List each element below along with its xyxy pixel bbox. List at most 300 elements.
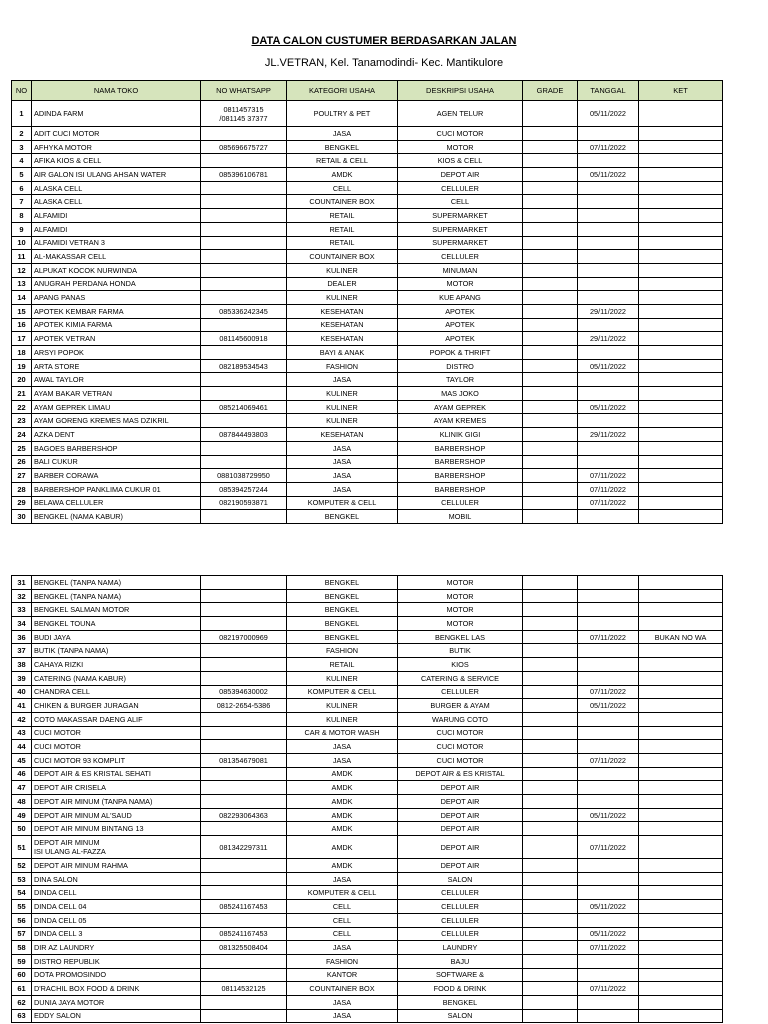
cell-no: 48	[12, 795, 32, 809]
table-row	[12, 808, 723, 822]
cell-no: 37	[12, 644, 32, 658]
cell-no: 44	[12, 740, 32, 754]
cell-kategori-usaha: JASA	[287, 127, 398, 141]
cell-ket	[639, 359, 723, 373]
cell-tanggal: 07/11/2022	[578, 941, 639, 955]
table-row	[12, 968, 723, 982]
cell-tanggal: 07/11/2022	[578, 836, 639, 859]
cell-kategori-usaha: JASA	[287, 469, 398, 483]
cell-deskripsi-usaha: SALON	[398, 1009, 523, 1023]
table-row	[12, 359, 723, 373]
cell-grade	[523, 291, 578, 305]
cell-ket	[639, 277, 723, 291]
cell-no-whatsapp	[201, 859, 287, 873]
cell-grade	[523, 346, 578, 360]
cell-no: 42	[12, 712, 32, 726]
cell-ket	[639, 836, 723, 859]
cell-ket	[639, 808, 723, 822]
cell-kategori-usaha: AMDK	[287, 859, 398, 873]
cell-nama-toko: AYAM GORENG KREMES MAS DZIKRIL	[32, 414, 201, 428]
cell-grade	[523, 304, 578, 318]
cell-ket	[639, 414, 723, 428]
cell-ket	[639, 400, 723, 414]
cell-no: 29	[12, 496, 32, 510]
cell-ket	[639, 332, 723, 346]
cell-deskripsi-usaha: BENGKEL LAS	[398, 630, 523, 644]
table-row	[12, 913, 723, 927]
cell-deskripsi-usaha: BENGKEL	[398, 995, 523, 1009]
cell-kategori-usaha: KESEHATAN	[287, 318, 398, 332]
cell-grade	[523, 617, 578, 631]
cell-nama-toko: DINA SALON	[32, 872, 201, 886]
cell-grade	[523, 968, 578, 982]
table-row	[12, 836, 723, 859]
cell-tanggal	[578, 291, 639, 305]
cell-ket	[639, 576, 723, 590]
cell-deskripsi-usaha: BUTIK	[398, 644, 523, 658]
table-row	[12, 617, 723, 631]
cell-nama-toko: APOTEK KIMIA FARMA	[32, 318, 201, 332]
cell-kategori-usaha: KOMPUTER & CELL	[287, 886, 398, 900]
cell-deskripsi-usaha: SUPERMARKET	[398, 222, 523, 236]
cell-grade	[523, 414, 578, 428]
cell-no-whatsapp	[201, 740, 287, 754]
cell-grade	[523, 441, 578, 455]
cell-kategori-usaha: KESEHATAN	[287, 332, 398, 346]
cell-tanggal	[578, 954, 639, 968]
cell-ket	[639, 496, 723, 510]
cell-ket	[639, 927, 723, 941]
cell-tanggal	[578, 154, 639, 168]
cell-tanggal	[578, 1009, 639, 1023]
cell-ket	[639, 753, 723, 767]
table-row	[12, 576, 723, 590]
table-row	[12, 603, 723, 617]
cell-kategori-usaha: FASHION	[287, 359, 398, 373]
cell-ket	[639, 589, 723, 603]
cell-nama-toko: BALI CUKUR	[32, 455, 201, 469]
cell-tanggal: 29/11/2022	[578, 332, 639, 346]
cell-tanggal	[578, 913, 639, 927]
header-ket: KET	[639, 81, 723, 101]
table-row	[12, 168, 723, 182]
table-row	[12, 740, 723, 754]
cell-nama-toko: CHIKEN & BURGER JURAGAN	[32, 699, 201, 713]
cell-ket	[639, 181, 723, 195]
cell-no-whatsapp	[201, 658, 287, 672]
table-row	[12, 373, 723, 387]
cell-grade	[523, 154, 578, 168]
cell-deskripsi-usaha: KIOS & CELL	[398, 154, 523, 168]
cell-ket	[639, 872, 723, 886]
cell-no: 46	[12, 767, 32, 781]
cell-no-whatsapp	[201, 263, 287, 277]
table-row	[12, 400, 723, 414]
cell-deskripsi-usaha: CUCI MOTOR	[398, 740, 523, 754]
cell-ket	[639, 168, 723, 182]
cell-deskripsi-usaha: CELLULER	[398, 927, 523, 941]
cell-tanggal: 05/11/2022	[578, 900, 639, 914]
cell-no: 52	[12, 859, 32, 873]
cell-no: 58	[12, 941, 32, 955]
cell-kategori-usaha: KOMPUTER & CELL	[287, 496, 398, 510]
cell-tanggal	[578, 822, 639, 836]
cell-tanggal	[578, 222, 639, 236]
cell-nama-toko: ADIT CUCI MOTOR	[32, 127, 201, 141]
cell-deskripsi-usaha: SUPERMARKET	[398, 209, 523, 223]
cell-grade	[523, 263, 578, 277]
cell-deskripsi-usaha: APOTEK	[398, 332, 523, 346]
table-row	[12, 263, 723, 277]
table-row	[12, 589, 723, 603]
cell-nama-toko: CUCI MOTOR	[32, 740, 201, 754]
cell-grade	[523, 181, 578, 195]
cell-no-whatsapp	[201, 195, 287, 209]
header-kategori-usaha: KATEGORI USAHA	[287, 81, 398, 101]
cell-grade	[523, 900, 578, 914]
cell-deskripsi-usaha: MOTOR	[398, 576, 523, 590]
table-row	[12, 767, 723, 781]
cell-nama-toko: DINDA CELL 3	[32, 927, 201, 941]
cell-no-whatsapp: 085214069461	[201, 400, 287, 414]
cell-grade	[523, 387, 578, 401]
cell-tanggal: 07/11/2022	[578, 496, 639, 510]
cell-ket	[639, 968, 723, 982]
header-nama-toko: NAMA TOKO	[32, 81, 201, 101]
customer-table-page-2	[11, 575, 723, 1023]
cell-tanggal: 29/11/2022	[578, 428, 639, 442]
cell-no: 12	[12, 263, 32, 277]
cell-nama-toko: DEPOT AIR & ES KRISTAL SEHATI	[32, 767, 201, 781]
cell-nama-toko: AZKA DENT	[32, 428, 201, 442]
cell-deskripsi-usaha: KIOS	[398, 658, 523, 672]
cell-no: 54	[12, 886, 32, 900]
cell-deskripsi-usaha: DEPOT AIR	[398, 822, 523, 836]
cell-deskripsi-usaha: MOBIL	[398, 510, 523, 524]
cell-ket	[639, 795, 723, 809]
cell-no-whatsapp	[201, 277, 287, 291]
cell-grade	[523, 872, 578, 886]
cell-no: 50	[12, 822, 32, 836]
cell-no-whatsapp	[201, 576, 287, 590]
cell-kategori-usaha: KULINER	[287, 414, 398, 428]
cell-deskripsi-usaha: CUCI MOTOR	[398, 127, 523, 141]
cell-tanggal	[578, 209, 639, 223]
cell-grade	[523, 222, 578, 236]
cell-grade	[523, 685, 578, 699]
table-row	[12, 630, 723, 644]
cell-ket	[639, 726, 723, 740]
cell-ket	[639, 982, 723, 996]
cell-grade	[523, 168, 578, 182]
cell-ket	[639, 250, 723, 264]
cell-no-whatsapp	[201, 250, 287, 264]
cell-kategori-usaha: COUNTAINER BOX	[287, 250, 398, 264]
cell-grade	[523, 469, 578, 483]
cell-nama-toko: ALFAMIDI	[32, 209, 201, 223]
cell-no: 10	[12, 236, 32, 250]
cell-grade	[523, 332, 578, 346]
cell-no-whatsapp: 082189534543	[201, 359, 287, 373]
table-row	[12, 101, 723, 127]
cell-no-whatsapp	[201, 671, 287, 685]
cell-tanggal	[578, 455, 639, 469]
cell-kategori-usaha: AMDK	[287, 767, 398, 781]
cell-deskripsi-usaha: SOFTWARE &	[398, 968, 523, 982]
cell-no: 53	[12, 872, 32, 886]
cell-nama-toko: DIR AZ LAUNDRY	[32, 941, 201, 955]
cell-no-whatsapp	[201, 414, 287, 428]
cell-kategori-usaha: COUNTAINER BOX	[287, 195, 398, 209]
cell-nama-toko: BUTIK (TANPA NAMA)	[32, 644, 201, 658]
cell-kategori-usaha: BENGKEL	[287, 617, 398, 631]
cell-ket	[639, 140, 723, 154]
table-row	[12, 414, 723, 428]
cell-deskripsi-usaha: AGEN TELUR	[398, 101, 523, 127]
cell-no-whatsapp	[201, 236, 287, 250]
cell-grade	[523, 400, 578, 414]
cell-grade	[523, 250, 578, 264]
cell-ket	[639, 995, 723, 1009]
cell-no: 33	[12, 603, 32, 617]
cell-deskripsi-usaha: MAS JOKO	[398, 387, 523, 401]
cell-tanggal	[578, 441, 639, 455]
cell-no: 36	[12, 630, 32, 644]
cell-grade	[523, 941, 578, 955]
cell-no: 59	[12, 954, 32, 968]
cell-kategori-usaha: KULINER	[287, 387, 398, 401]
cell-no: 21	[12, 387, 32, 401]
cell-kategori-usaha: JASA	[287, 995, 398, 1009]
cell-deskripsi-usaha: BARBERSHOP	[398, 469, 523, 483]
cell-no-whatsapp	[201, 510, 287, 524]
cell-nama-toko: BENGKEL (TANPA NAMA)	[32, 576, 201, 590]
cell-no-whatsapp: 081145600918	[201, 332, 287, 346]
cell-nama-toko: DEPOT AIR MINUM RAHMA	[32, 859, 201, 873]
table-row	[12, 195, 723, 209]
cell-no-whatsapp: 0881038729950	[201, 469, 287, 483]
cell-kategori-usaha: KULINER	[287, 400, 398, 414]
cell-grade	[523, 455, 578, 469]
cell-no-whatsapp	[201, 968, 287, 982]
cell-kategori-usaha: CELL	[287, 913, 398, 927]
cell-nama-toko: DEPOT AIR MINUM ISI ULANG AL-FAZZA	[32, 836, 201, 859]
cell-kategori-usaha: JASA	[287, 455, 398, 469]
cell-grade	[523, 576, 578, 590]
cell-grade	[523, 209, 578, 223]
cell-deskripsi-usaha: CELLULER	[398, 250, 523, 264]
cell-nama-toko: DEPOT AIR MINUM AL'SAUD	[32, 808, 201, 822]
cell-no: 27	[12, 469, 32, 483]
cell-deskripsi-usaha: MINUMAN	[398, 263, 523, 277]
cell-nama-toko: ADINDA FARM	[32, 101, 201, 127]
cell-kategori-usaha: CELL	[287, 181, 398, 195]
table-row	[12, 496, 723, 510]
cell-kategori-usaha: JASA	[287, 482, 398, 496]
cell-grade	[523, 995, 578, 1009]
cell-no-whatsapp	[201, 346, 287, 360]
cell-no: 20	[12, 373, 32, 387]
cell-grade	[523, 726, 578, 740]
cell-no-whatsapp	[201, 822, 287, 836]
table-row	[12, 236, 723, 250]
cell-no: 23	[12, 414, 32, 428]
cell-nama-toko: D'RACHIL BOX FOOD & DRINK	[32, 982, 201, 996]
table-row	[12, 140, 723, 154]
cell-grade	[523, 781, 578, 795]
cell-no: 43	[12, 726, 32, 740]
cell-grade	[523, 671, 578, 685]
cell-grade	[523, 808, 578, 822]
cell-no: 5	[12, 168, 32, 182]
cell-grade	[523, 859, 578, 873]
cell-no: 39	[12, 671, 32, 685]
cell-no-whatsapp: 085696675727	[201, 140, 287, 154]
cell-ket	[639, 291, 723, 305]
cell-no: 55	[12, 900, 32, 914]
cell-deskripsi-usaha: CUCI MOTOR	[398, 753, 523, 767]
cell-no-whatsapp	[201, 954, 287, 968]
cell-no: 60	[12, 968, 32, 982]
cell-no: 11	[12, 250, 32, 264]
cell-nama-toko: ALPUKAT KOCOK NURWINDA	[32, 263, 201, 277]
cell-kategori-usaha: COUNTAINER BOX	[287, 982, 398, 996]
cell-no-whatsapp	[201, 589, 287, 603]
cell-kategori-usaha: BENGKEL	[287, 140, 398, 154]
cell-nama-toko: ALFAMIDI VETRAN 3	[32, 236, 201, 250]
cell-tanggal: 05/11/2022	[578, 927, 639, 941]
table-row	[12, 781, 723, 795]
table-row	[12, 685, 723, 699]
cell-no: 25	[12, 441, 32, 455]
cell-grade	[523, 699, 578, 713]
cell-deskripsi-usaha: CELL	[398, 195, 523, 209]
cell-no: 63	[12, 1009, 32, 1023]
cell-ket	[639, 263, 723, 277]
table-row	[12, 900, 723, 914]
cell-grade	[523, 740, 578, 754]
cell-no-whatsapp	[201, 644, 287, 658]
cell-tanggal: 05/11/2022	[578, 808, 639, 822]
cell-deskripsi-usaha: DEPOT AIR & ES KRISTAL	[398, 767, 523, 781]
cell-no: 49	[12, 808, 32, 822]
cell-tanggal	[578, 576, 639, 590]
table-row	[12, 482, 723, 496]
cell-ket	[639, 346, 723, 360]
cell-ket	[639, 209, 723, 223]
cell-tanggal: 05/11/2022	[578, 699, 639, 713]
cell-nama-toko: DUNIA JAYA MOTOR	[32, 995, 201, 1009]
cell-nama-toko: APOTEK VETRAN	[32, 332, 201, 346]
cell-deskripsi-usaha: CUCI MOTOR	[398, 726, 523, 740]
cell-deskripsi-usaha: APOTEK	[398, 318, 523, 332]
cell-nama-toko: ARSYI POPOK	[32, 346, 201, 360]
cell-kategori-usaha: KULINER	[287, 699, 398, 713]
cell-deskripsi-usaha: BARBERSHOP	[398, 441, 523, 455]
table-row	[12, 250, 723, 264]
cell-no: 3	[12, 140, 32, 154]
cell-tanggal	[578, 968, 639, 982]
cell-kategori-usaha: DEALER	[287, 277, 398, 291]
cell-kategori-usaha: KANTOR	[287, 968, 398, 982]
cell-deskripsi-usaha: BAJU	[398, 954, 523, 968]
cell-kategori-usaha: JASA	[287, 740, 398, 754]
cell-no: 28	[12, 482, 32, 496]
cell-tanggal	[578, 872, 639, 886]
cell-grade	[523, 359, 578, 373]
cell-no-whatsapp: 087844493803	[201, 428, 287, 442]
cell-nama-toko: ALASKA CELL	[32, 181, 201, 195]
cell-grade	[523, 712, 578, 726]
cell-no: 8	[12, 209, 32, 223]
cell-kategori-usaha: POULTRY & PET	[287, 101, 398, 127]
cell-kategori-usaha: KESEHATAN	[287, 304, 398, 318]
cell-no-whatsapp	[201, 781, 287, 795]
cell-tanggal	[578, 995, 639, 1009]
cell-tanggal	[578, 781, 639, 795]
header-grade: GRADE	[523, 81, 578, 101]
cell-ket	[639, 469, 723, 483]
cell-tanggal	[578, 712, 639, 726]
cell-nama-toko: ALFAMIDI	[32, 222, 201, 236]
cell-ket	[639, 318, 723, 332]
cell-tanggal	[578, 263, 639, 277]
cell-grade	[523, 658, 578, 672]
cell-ket	[639, 304, 723, 318]
cell-no: 26	[12, 455, 32, 469]
cell-ket	[639, 644, 723, 658]
cell-deskripsi-usaha: MOTOR	[398, 277, 523, 291]
cell-tanggal	[578, 740, 639, 754]
cell-nama-toko: AYAM BAKAR VETRAN	[32, 387, 201, 401]
cell-kategori-usaha: AMDK	[287, 168, 398, 182]
cell-ket	[639, 658, 723, 672]
cell-ket	[639, 510, 723, 524]
cell-deskripsi-usaha: AYAM KREMES	[398, 414, 523, 428]
cell-no: 38	[12, 658, 32, 672]
cell-tanggal	[578, 859, 639, 873]
table-header-row	[12, 81, 723, 101]
cell-nama-toko: AIR GALON ISI ULANG AHSAN WATER	[32, 168, 201, 182]
cell-ket	[639, 373, 723, 387]
cell-nama-toko: BARBERSHOP PANKLIMA CUKUR 01	[32, 482, 201, 496]
cell-no: 31	[12, 576, 32, 590]
cell-deskripsi-usaha: BARBERSHOP	[398, 455, 523, 469]
table-row	[12, 387, 723, 401]
cell-kategori-usaha: CAR & MOTOR WASH	[287, 726, 398, 740]
cell-no: 4	[12, 154, 32, 168]
cell-nama-toko: CATERING (NAMA KABUR)	[32, 671, 201, 685]
cell-ket	[639, 685, 723, 699]
table-row	[12, 154, 723, 168]
table-row	[12, 318, 723, 332]
cell-grade	[523, 753, 578, 767]
table-row	[12, 304, 723, 318]
table-row	[12, 181, 723, 195]
header-no: NO	[12, 81, 32, 101]
cell-grade	[523, 195, 578, 209]
cell-kategori-usaha: KULINER	[287, 263, 398, 277]
cell-grade	[523, 644, 578, 658]
cell-no-whatsapp	[201, 872, 287, 886]
cell-nama-toko: COTO MAKASSAR DAENG ALIF	[32, 712, 201, 726]
cell-kategori-usaha: JASA	[287, 941, 398, 955]
cell-deskripsi-usaha: MOTOR	[398, 617, 523, 631]
cell-no-whatsapp	[201, 767, 287, 781]
cell-nama-toko: DEPOT AIR MINUM (TANPA NAMA)	[32, 795, 201, 809]
cell-deskripsi-usaha: SALON	[398, 872, 523, 886]
cell-no: 7	[12, 195, 32, 209]
